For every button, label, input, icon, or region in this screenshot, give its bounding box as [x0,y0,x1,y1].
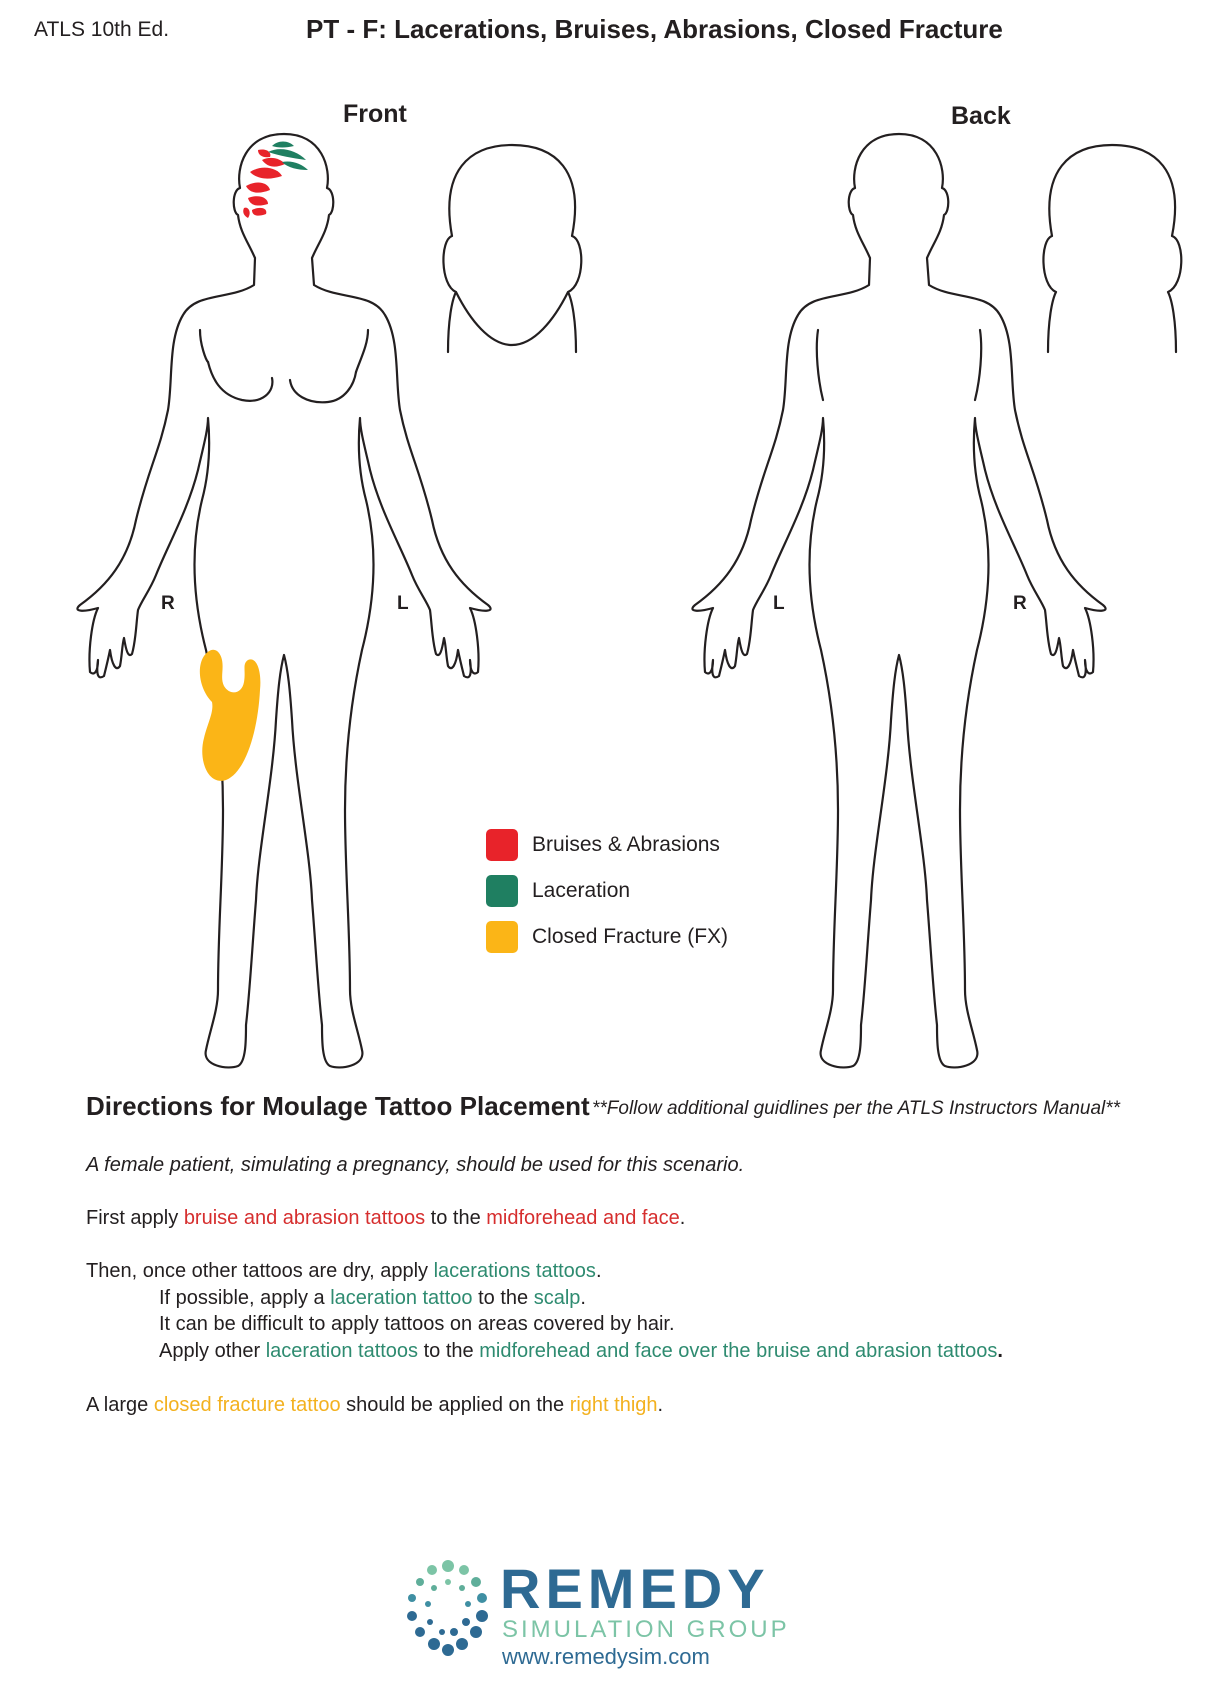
step-text: Apply other [159,1340,266,1362]
legend-swatch-green [486,875,518,907]
highlight-laceration: laceration tattoos [265,1340,419,1362]
legend-item-laceration [486,875,630,907]
legend-item-bruises [486,829,720,861]
highlight-fracture: closed fracture tattoo [153,1394,341,1416]
directions-title: Directions for Moulage Tattoo Placement [86,1091,590,1121]
step-2 [86,1260,602,1283]
step-text: Then, once other tattoos are dry, apply [86,1260,434,1282]
back-right-side-label: R [1013,593,1027,614]
step-3 [86,1394,663,1417]
step-1 [86,1207,685,1230]
logo-url: www.remedysim.com [502,1644,710,1669]
front-left-side-label: L [397,593,409,614]
legend-swatch-yellow [486,921,518,953]
front-view-label: Front [343,100,407,128]
logo-name: REMEDY [500,1557,770,1620]
edition-label: ATLS 10th Ed. [34,18,170,41]
step-text: . [997,1340,1003,1362]
legend-label: Closed Fracture (FX) [532,925,729,948]
step-2-sub-3 [159,1340,1003,1363]
front-head-outline [443,145,581,352]
step-text: If possible, apply a [159,1287,331,1309]
highlight-location: midforehead and face [486,1207,680,1229]
highlight-laceration: laceration tattoo [330,1287,473,1309]
front-right-side-label: R [161,593,175,614]
back-left-side-label: L [773,593,785,614]
step-text: A large [86,1394,154,1416]
page-title: PT - F: Lacerations, Bruises, Abrasions, Closed Fracture [306,14,1003,44]
back-view-label: Back [951,102,1011,130]
back-body-outline [692,134,1105,1067]
step-text: to the [472,1287,534,1309]
closed-fracture-mark [200,650,261,781]
directions-note: **Follow additional guidlines per the ATLS Instructors Manual** [592,1098,1121,1119]
step-text: . [580,1287,586,1309]
highlight-location: midforehead and face over the bruise and abrasion tattoos [479,1340,998,1362]
step-2-sub-1 [159,1287,586,1310]
legend-label: Laceration [532,879,631,902]
step-text: First apply [86,1207,184,1229]
step-2-sub-2: It can be difficult to apply tattoos on areas covered by hair. [159,1313,675,1335]
step-text: . [595,1260,602,1282]
highlight-location: right thigh [569,1394,658,1416]
legend-item-fracture [486,921,728,953]
back-head-outline [1043,145,1181,352]
logo-subtitle: SIMULATION GROUP [502,1616,790,1643]
highlight-laceration: lacerations tattoos [433,1260,596,1282]
step-text: to the [425,1207,487,1229]
step-text: should be applied on the [340,1394,570,1416]
legend-swatch-red [486,829,518,861]
highlight-location: scalp [533,1287,581,1309]
step-text: . [657,1394,664,1416]
scenario-text: A female patient, simulating a pregnancy, should be used for this scenario. [86,1154,745,1176]
highlight-bruise: bruise and abrasion tattoos [183,1207,426,1229]
step-text: . [679,1207,686,1229]
legend-label: Bruises & Abrasions [532,833,720,856]
remedy-logo-mark-icon [398,1556,498,1666]
bruise-abrasion-marks [243,149,285,218]
step-text: to the [418,1340,480,1362]
front-body-outline [77,134,490,1067]
